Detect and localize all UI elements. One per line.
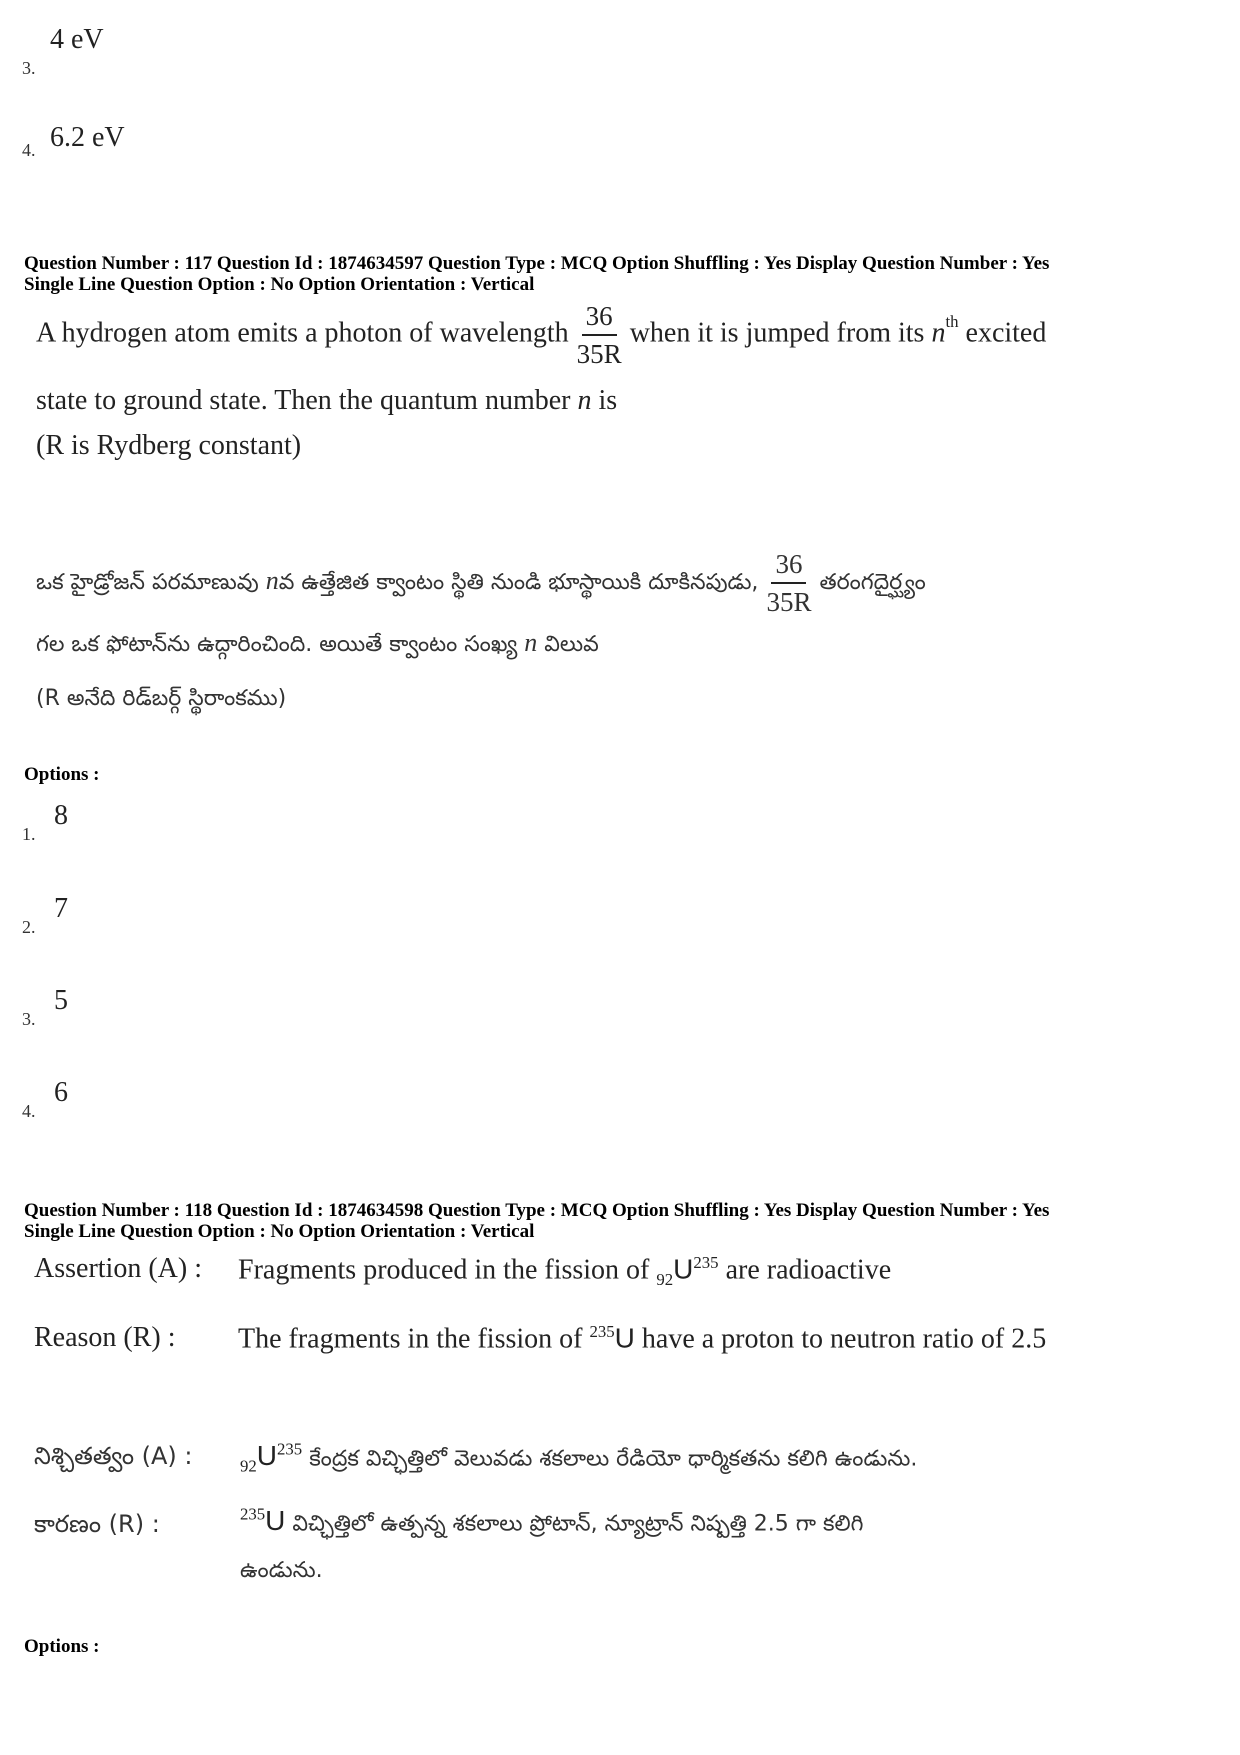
atomic-number: 92 bbox=[240, 1456, 257, 1476]
options-label-118: Options : bbox=[24, 1636, 100, 1657]
meta-line-1: Question Number : 117 Question Id : 1874634597 Question Type : MCQ Option Shuffling : Yes Display Question Number : Yes bbox=[24, 253, 1050, 274]
question-meta-118 bbox=[24, 1200, 1049, 1242]
assertion-text bbox=[238, 1253, 891, 1290]
question-text-part: ఒక హైడ్రోజన్ పరమాణువు bbox=[36, 570, 259, 595]
meta-line-2: Single Line Question Option : No Option Orientation : Vertical bbox=[24, 274, 535, 295]
element-symbol: U bbox=[256, 1440, 278, 1472]
reason-text-te-line2: ఉండును. bbox=[240, 1558, 323, 1583]
assertion-label-te-text: నిశ్చితత్వం (A) : bbox=[34, 1442, 193, 1470]
question-text-part: వ ఉత్తేజిత క్వాంటం స్థితి నుండి భూస్థాయికి దూకినపుడు, bbox=[278, 570, 759, 595]
reason-text-part: have a proton to neutron ratio of 2.5 bbox=[641, 1323, 1047, 1355]
option-number: 3. bbox=[22, 1009, 36, 1029]
meta-line-1: Question Number : 118 Question Id : 1874634598 Question Type : MCQ Option Shuffling : Yes Display Question Number : Yes bbox=[24, 1200, 1050, 1221]
variable-n: n bbox=[577, 385, 592, 416]
question-text-part: విలువ bbox=[544, 632, 599, 657]
wavelength-fraction bbox=[577, 300, 622, 370]
assertion-text-part: are radioactive bbox=[725, 1254, 892, 1286]
option-value: 7 bbox=[54, 893, 68, 924]
question-text-part: state to ground state. Then the quantum number bbox=[36, 385, 571, 416]
reason-text-te bbox=[240, 1505, 863, 1541]
option-value: 6 bbox=[54, 1077, 68, 1108]
question-text-part: గల ఒక ఫోటాన్‌ను ఉద్గారించింది. అయితే క్వాంటం సంఖ్య bbox=[36, 632, 518, 657]
reason-text bbox=[238, 1322, 1046, 1355]
question-text-en bbox=[36, 300, 1046, 370]
mass-number: 235 bbox=[240, 1505, 266, 1524]
meta-line-2: Single Line Question Option : No Option Orientation : Vertical bbox=[24, 1221, 535, 1242]
fraction-numerator: 36 bbox=[771, 548, 806, 584]
question-text-part: A hydrogen atom emits a photon of wavelength bbox=[36, 317, 569, 349]
option-value: 4 eV bbox=[50, 24, 104, 55]
option-number: 2. bbox=[22, 917, 36, 937]
question-text-part: when it is jumped from its bbox=[629, 317, 925, 349]
assertion-text-te-part: కేంద్రక విచ్ఛిత్తిలో వెలువడు శకలాలు రేడియో ధార్మికతను కలిగి ఉండును. bbox=[309, 1446, 918, 1472]
reason-text-part: The fragments in the fission of bbox=[238, 1323, 583, 1355]
question-text-te bbox=[36, 548, 926, 618]
variable-n: n bbox=[265, 566, 279, 595]
variable-n: n bbox=[931, 317, 946, 349]
option-number: 3. bbox=[22, 58, 36, 78]
option-value: 5 bbox=[54, 985, 68, 1016]
mass-number: 235 bbox=[693, 1253, 719, 1272]
reason-label: Reason (R) : bbox=[34, 1322, 176, 1353]
question-text-part: తరంగదైర్ఘ్యం bbox=[819, 570, 926, 595]
fraction-denominator: 35R bbox=[766, 587, 812, 617]
option-number: 1. bbox=[22, 824, 36, 844]
assertion-label-te bbox=[34, 1442, 193, 1476]
question-meta-117 bbox=[24, 253, 1049, 295]
reason-label-te-text: కారణం (R) : bbox=[34, 1510, 160, 1538]
fraction-numerator: 36 bbox=[582, 300, 617, 336]
variable-n: n bbox=[524, 628, 538, 657]
option-value: 6.2 eV bbox=[50, 122, 125, 153]
assertion-text-part: Fragments produced in the fission of bbox=[238, 1254, 650, 1286]
element-symbol: U bbox=[673, 1253, 694, 1285]
mass-number: 235 bbox=[589, 1322, 615, 1341]
assertion-label: Assertion (A) : bbox=[34, 1253, 202, 1284]
options-label: Options : bbox=[24, 764, 100, 785]
reason-label-te bbox=[34, 1510, 160, 1544]
option-number: 4. bbox=[22, 1101, 36, 1121]
question-text-part: is bbox=[598, 385, 618, 416]
fraction-denominator: 35R bbox=[576, 339, 622, 369]
question-text-part: excited bbox=[965, 317, 1047, 349]
element-symbol: U bbox=[614, 1322, 635, 1354]
wavelength-fraction-te bbox=[766, 548, 811, 618]
element-symbol: U bbox=[265, 1505, 286, 1537]
question-text-en-line2 bbox=[36, 385, 617, 417]
assertion-text-te bbox=[240, 1440, 917, 1477]
mass-number: 235 bbox=[277, 1440, 303, 1459]
reason-text-te-part: విచ్ఛిత్తిలో ఉత్పన్న శకలాలు ప్రోటాన్, న్యూట్రాన్ నిష్పత్తి 2.5 గా కలిగి bbox=[292, 1511, 864, 1537]
option-value: 8 bbox=[54, 800, 68, 831]
question-text-te-line3: (R అనేది రిడ్‌బర్గ్ స్థిరాంకము) bbox=[36, 686, 287, 711]
atomic-number: 92 bbox=[656, 1269, 674, 1289]
option-number: 4. bbox=[22, 140, 36, 160]
question-text-en-line3: (R is Rydberg constant) bbox=[36, 430, 302, 461]
question-text-te-line2 bbox=[36, 628, 599, 662]
superscript-th: th bbox=[945, 312, 959, 332]
